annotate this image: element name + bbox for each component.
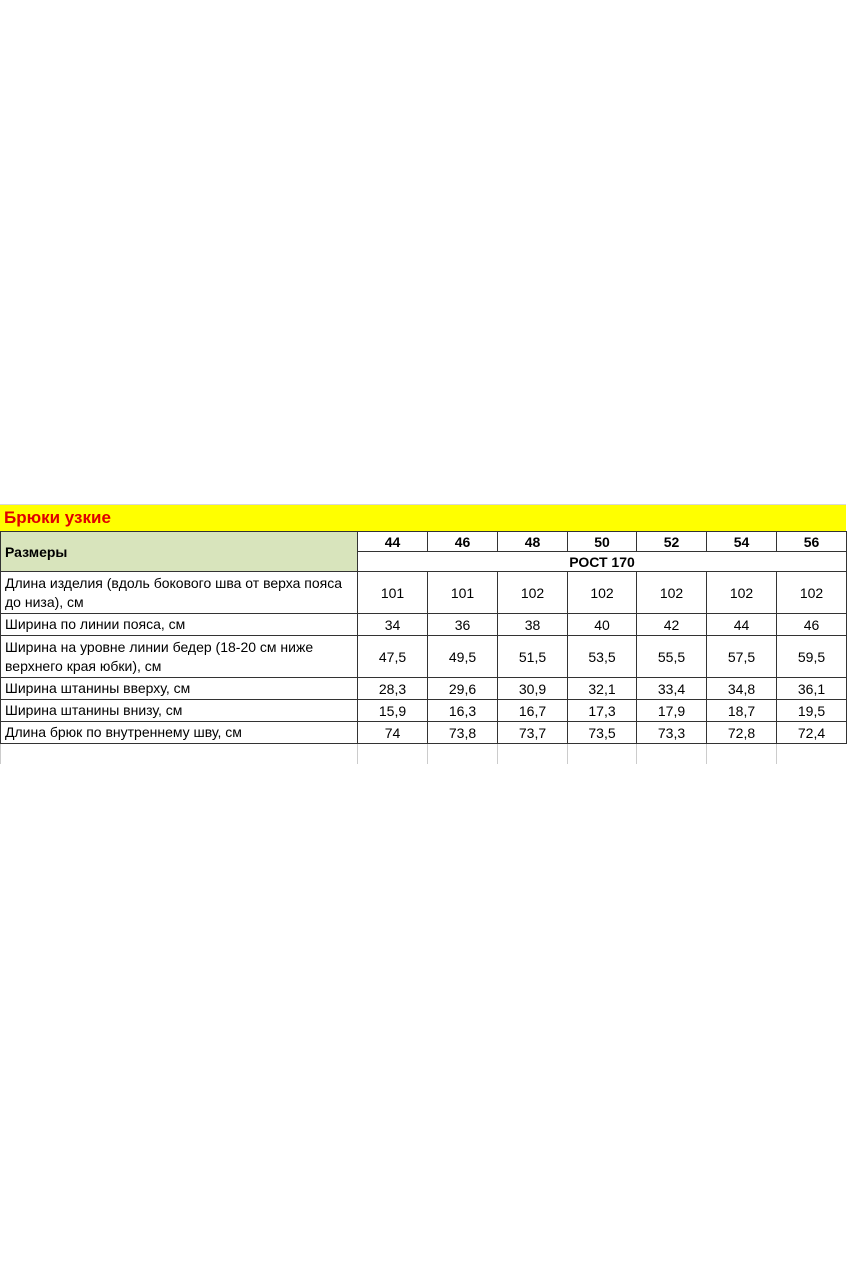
value-cell: 102 [707,572,777,614]
value-cell: 36 [428,614,498,636]
value-cell: 102 [498,572,568,614]
value-cell: 30,9 [498,678,568,700]
empty-cell [707,744,777,765]
value-cell: 47,5 [358,636,428,678]
value-cell: 17,3 [568,700,637,722]
empty-row [1,744,847,765]
value-cell: 73,7 [498,722,568,744]
empty-cell [428,744,498,765]
row-label: Длина брюк по внутреннему шву, см [1,722,358,744]
sizes-row [1,532,847,552]
size-cell: 54 [707,532,777,552]
empty-cell [568,744,637,765]
value-cell: 33,4 [637,678,707,700]
size-table [0,531,847,764]
value-cell: 29,6 [428,678,498,700]
size-cell: 56 [777,532,847,552]
value-cell: 18,7 [707,700,777,722]
value-cell: 72,8 [707,722,777,744]
value-cell: 28,3 [358,678,428,700]
table-row [1,722,847,744]
table-row [1,636,847,678]
row-label: Ширина на уровне линии бедер (18-20 см ниже верхнего края юбки), см [1,636,358,678]
size-cell: 50 [568,532,637,552]
chart-title: Брюки узкие [4,508,111,527]
value-cell: 34 [358,614,428,636]
size-cell: 48 [498,532,568,552]
empty-cell [777,744,847,765]
value-cell: 73,3 [637,722,707,744]
row-label: Длина изделия (вдоль бокового шва от верха пояса до низа), см [1,572,358,614]
size-cell: 44 [358,532,428,552]
empty-cell [637,744,707,765]
value-cell: 36,1 [777,678,847,700]
value-cell: 42 [637,614,707,636]
value-cell: 101 [358,572,428,614]
table-row [1,614,847,636]
empty-cell [358,744,428,765]
value-cell: 73,5 [568,722,637,744]
value-cell: 40 [568,614,637,636]
table-row [1,572,847,614]
value-cell: 38 [498,614,568,636]
value-cell: 15,9 [358,700,428,722]
table-row [1,678,847,700]
value-cell: 57,5 [707,636,777,678]
value-cell: 16,3 [428,700,498,722]
value-cell: 102 [568,572,637,614]
value-cell: 32,1 [568,678,637,700]
value-cell: 73,8 [428,722,498,744]
value-cell: 72,4 [777,722,847,744]
row-label: Ширина по линии пояса, см [1,614,358,636]
value-cell: 59,5 [777,636,847,678]
size-cell: 52 [637,532,707,552]
value-cell: 55,5 [637,636,707,678]
value-cell: 16,7 [498,700,568,722]
value-cell: 53,5 [568,636,637,678]
empty-cell [498,744,568,765]
value-cell: 19,5 [777,700,847,722]
title-bar [0,504,846,532]
row-label: Ширина штанины вверху, см [1,678,358,700]
row-label: Ширина штанины внизу, см [1,700,358,722]
value-cell: 49,5 [428,636,498,678]
value-cell: 102 [637,572,707,614]
height-cell: РОСТ 170 [358,552,847,572]
value-cell: 51,5 [498,636,568,678]
value-cell: 46 [777,614,847,636]
value-cell: 44 [707,614,777,636]
empty-cell [1,744,358,765]
table-row [1,700,847,722]
sizes-header-cell: Размеры [1,532,358,572]
value-cell: 102 [777,572,847,614]
value-cell: 34,8 [707,678,777,700]
value-cell: 74 [358,722,428,744]
size-cell: 46 [428,532,498,552]
value-cell: 17,9 [637,700,707,722]
value-cell: 101 [428,572,498,614]
